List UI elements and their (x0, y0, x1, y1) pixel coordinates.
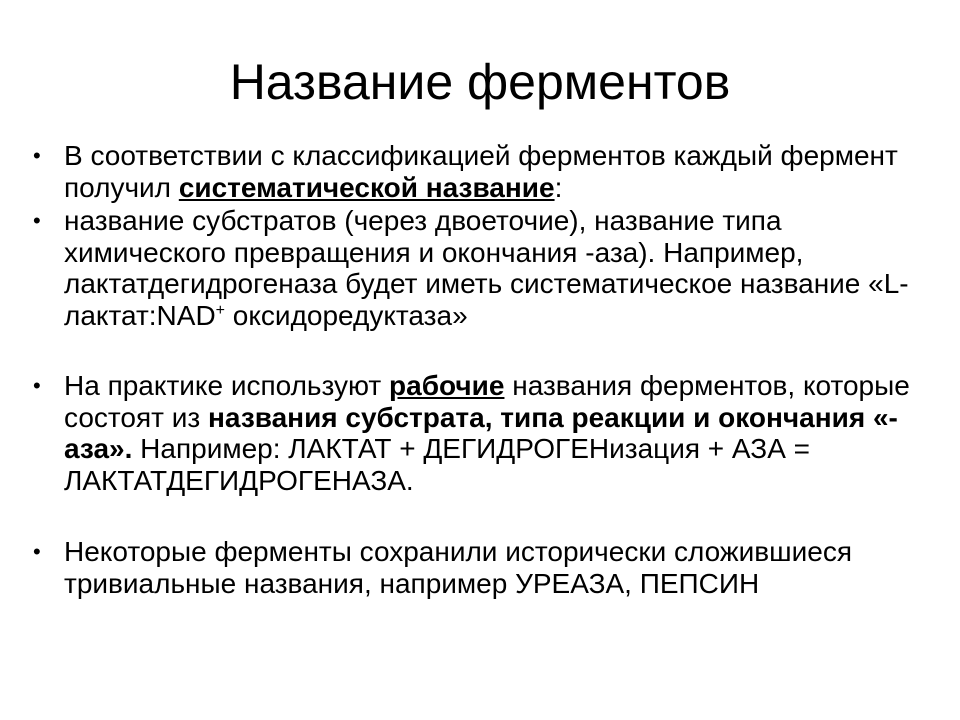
bullet-text: Например: ЛАКТАТ + ДЕГИДРОГЕНизация + АЗА = ЛАКТАТДЕГИДРОГЕНАЗА. (64, 433, 810, 496)
bullet-dot-icon: • (33, 143, 41, 168)
bullet-dot-icon: • (33, 539, 41, 564)
bullet-text: : (554, 171, 563, 203)
bullet-item-systematic-name (33, 140, 934, 203)
bullet-text: оксидоредуктаза» (225, 299, 468, 331)
bullet-text: В соответствии с классификацией ферментов каждый фермент получил (64, 140, 898, 203)
bullet-item-working-names (33, 370, 934, 496)
bullet-text: названия ферментов, которые состоят из (64, 370, 910, 433)
bullet-dot-icon: • (33, 373, 41, 398)
bold-phrase: названия субстрата, типа реакции и окончания «-аза». (64, 401, 898, 464)
bullet-text: На практике используют (64, 370, 390, 401)
bullet-text: Некоторые ферменты сохранили исторически сложившиеся тривиальные названия, например УРЕАЗА, ПЕПСИН (64, 536, 852, 599)
superscript-plus: + (215, 301, 226, 319)
slide-title: Название ферментов (229, 54, 731, 110)
bullet-item-trivial-names (33, 536, 934, 599)
underlined-term: рабочие (389, 370, 505, 401)
underlined-term: систематической название (178, 171, 555, 203)
bullet-dot-icon: • (33, 208, 41, 233)
bullet-text: название субстратов (через двоеточие), название типа химического превращения и окончания -аза). Например, лактатдегидрогеназа будет иметь систематическое название «L-лактат:NAD (64, 205, 909, 331)
bullet-item-substrate-name (33, 205, 934, 331)
